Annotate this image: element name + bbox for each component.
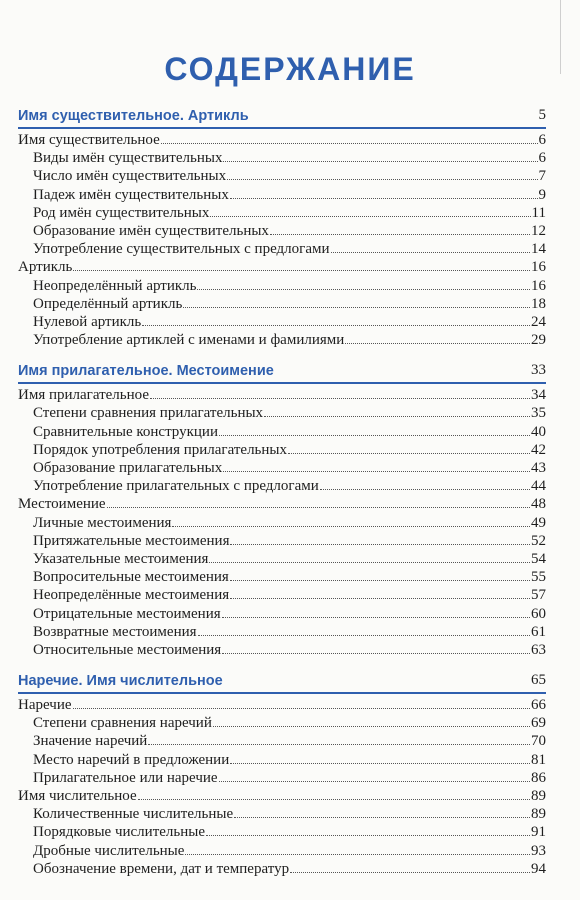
toc-subentry[interactable] [18, 751, 546, 769]
dot-leader [73, 258, 530, 271]
dot-leader [222, 605, 530, 618]
entry-label: Относительные местоимения [33, 641, 222, 658]
toc-entry[interactable] [18, 258, 546, 276]
toc-subentry[interactable] [18, 586, 546, 604]
dot-leader [345, 331, 530, 344]
entry-label: Степени сравнения прилагательных [33, 405, 264, 422]
dot-leader [270, 222, 530, 235]
entry-label: Имя прилагательное [18, 387, 150, 404]
section-heading[interactable] [18, 669, 546, 689]
section-page-number: 33 [531, 362, 546, 379]
entry-label: Значение наречий [33, 733, 148, 750]
entry-page-number: 91 [531, 824, 546, 841]
dot-leader [219, 423, 530, 436]
entry-label: Виды имён существительных [33, 150, 223, 167]
entry-label: Указательные местоимения [33, 550, 209, 567]
entry-label: Возвратные местоимения [33, 623, 197, 640]
toc-subentry[interactable] [18, 805, 546, 823]
toc-subentry[interactable] [18, 222, 546, 240]
dot-leader [223, 459, 530, 472]
toc-subentry[interactable] [18, 568, 546, 586]
entry-label: Неопределённые местоимения [33, 587, 230, 604]
section-heading-label: Имя существительное. Артикль [18, 108, 249, 124]
toc-subentry[interactable] [18, 423, 546, 441]
section-divider [18, 692, 546, 694]
entry-page-number: 40 [531, 423, 546, 440]
entry-label: Порядковые числительные [33, 824, 206, 841]
toc-subentry[interactable] [18, 404, 546, 422]
entry-page-number: 89 [531, 788, 546, 804]
toc-entry[interactable] [18, 787, 546, 805]
toc-subentry[interactable] [18, 295, 546, 313]
toc-subentry[interactable] [18, 477, 546, 495]
dot-leader [198, 623, 530, 636]
toc-section [18, 669, 546, 878]
entry-label: Место наречий в предложении [33, 751, 230, 768]
toc-subentry[interactable] [18, 204, 546, 222]
toc-section [18, 104, 546, 349]
dot-leader [161, 131, 538, 144]
entry-label: Употребление артиклей с именами и фамилиями [33, 332, 345, 349]
dot-leader [73, 696, 530, 709]
section-divider [18, 127, 546, 129]
toc-subentry[interactable] [18, 605, 546, 623]
section-page-number: 5 [538, 107, 546, 123]
entry-label: Нулевой артикль [33, 313, 142, 330]
entry-label: Местоимение [18, 496, 106, 513]
entry-label: Количественные числительные [33, 806, 234, 823]
entry-page-number: 54 [531, 550, 546, 567]
entry-page-number: 49 [531, 514, 546, 531]
dot-leader [230, 186, 538, 199]
toc-entry[interactable] [18, 131, 546, 149]
dot-leader [172, 514, 530, 527]
entry-page-number: 29 [531, 332, 546, 349]
entry-label: Обозначение времени, дат и температур [33, 860, 290, 877]
entry-label: Употребление существительных с предлогами [33, 241, 330, 258]
toc-subentry[interactable] [18, 186, 546, 204]
entry-page-number: 12 [531, 222, 546, 239]
section-page-number: 65 [531, 672, 546, 689]
entry-label: Притяжательные местоимения [33, 532, 230, 549]
toc-subentry[interactable] [18, 769, 546, 787]
entry-page-number: 52 [531, 532, 546, 549]
entry-page-number: 69 [531, 715, 546, 732]
entry-page-number: 43 [531, 460, 546, 476]
dot-leader [230, 751, 530, 764]
entry-page-number: 18 [531, 295, 546, 312]
toc-subentry[interactable] [18, 842, 546, 860]
dot-leader [210, 204, 530, 217]
toc-subentry[interactable] [18, 823, 546, 841]
section-heading[interactable] [18, 359, 546, 379]
entry-page-number: 16 [531, 259, 546, 276]
entry-label: Образование имён существительных [33, 222, 269, 239]
toc-subentry[interactable] [18, 441, 546, 459]
entry-page-number: 93 [531, 842, 546, 859]
toc-subentry[interactable] [18, 550, 546, 568]
dot-leader [234, 805, 530, 818]
entry-label: Род имён существительных [33, 204, 210, 221]
dot-leader [107, 495, 530, 508]
dot-leader [230, 568, 530, 581]
entry-label: Сравнительные конструкции [33, 423, 218, 440]
entry-label: Отрицательные местоимения [33, 605, 221, 622]
entry-label: Определённый артикль [33, 295, 183, 312]
dot-leader [148, 732, 530, 745]
dot-leader [223, 149, 537, 162]
entry-page-number: 55 [531, 569, 546, 586]
toc-subentry[interactable] [18, 732, 546, 750]
entry-label: Личные местоимения [33, 514, 172, 531]
entry-label: Неопределённый артикль [33, 277, 197, 294]
toc-entry[interactable] [18, 386, 546, 404]
dot-leader [331, 240, 531, 253]
table-of-contents [18, 104, 546, 888]
entry-page-number: 6 [538, 150, 546, 167]
entry-page-number: 42 [531, 441, 546, 458]
entry-page-number: 9 [538, 186, 546, 203]
page-title: СОДЕРЖАНИЕ [164, 51, 416, 88]
entry-page-number: 7 [538, 168, 546, 185]
toc-subentry[interactable] [18, 459, 546, 477]
entry-page-number: 24 [531, 313, 546, 330]
entry-label: Наречие [18, 697, 72, 714]
toc-subentry[interactable] [18, 167, 546, 185]
toc-entry[interactable] [18, 696, 546, 714]
dot-leader [138, 787, 530, 800]
toc-section [18, 359, 546, 659]
entry-page-number: 94 [531, 860, 546, 877]
entry-label: Имя числительное [18, 788, 137, 804]
entry-page-number: 61 [531, 623, 546, 640]
dot-leader [264, 404, 530, 417]
dot-leader [230, 586, 530, 599]
toc-subentry[interactable] [18, 149, 546, 167]
entry-page-number: 86 [531, 769, 546, 786]
entry-label: Прилагательное или наречие [33, 769, 218, 786]
entry-label: Порядок употребления прилагательных [33, 441, 287, 458]
entry-page-number: 48 [531, 496, 546, 513]
entry-label: Образование прилагательных [33, 460, 223, 476]
entry-page-number: 63 [531, 641, 546, 658]
entry-label: Артикль [18, 259, 73, 276]
entry-label: Степени сравнения наречий [33, 715, 212, 732]
entry-page-number: 14 [531, 241, 546, 258]
entry-page-number: 57 [531, 587, 546, 604]
entry-page-number: 34 [531, 387, 546, 404]
dot-leader [320, 477, 530, 490]
toc-entry[interactable] [18, 495, 546, 513]
entry-page-number: 11 [531, 204, 546, 221]
dot-leader [290, 860, 530, 873]
entry-label: Употребление прилагательных с предлогами [33, 478, 319, 495]
entry-page-number: 81 [531, 751, 546, 768]
toc-subentry[interactable] [18, 714, 546, 732]
entry-label: Падеж имён существительных [33, 186, 229, 203]
entry-page-number: 60 [531, 605, 546, 622]
dot-leader [219, 769, 530, 782]
dot-leader [142, 313, 530, 326]
entry-page-number: 16 [531, 277, 546, 294]
section-divider [18, 382, 546, 384]
toc-subentry[interactable] [18, 641, 546, 659]
dot-leader [288, 441, 530, 454]
entry-page-number: 6 [538, 132, 546, 148]
dot-leader [150, 386, 530, 399]
dot-leader [183, 295, 530, 308]
toc-subentry[interactable] [18, 514, 546, 532]
toc-subentry[interactable] [18, 623, 546, 641]
section-heading-label: Наречие. Имя числительное [18, 673, 223, 690]
section-heading[interactable] [18, 104, 546, 124]
dot-leader [197, 277, 530, 290]
entry-label: Дробные числительные [33, 842, 185, 859]
entry-label: Число имён существительных [33, 168, 227, 185]
toc-subentry[interactable] [18, 532, 546, 550]
entry-page-number: 66 [531, 697, 546, 714]
entry-label: Вопросительные местоимения [33, 569, 229, 586]
toc-subentry[interactable] [18, 331, 546, 349]
dot-leader [213, 714, 530, 727]
dot-leader [185, 842, 530, 855]
section-heading-label: Имя прилагательное. Местоимение [18, 363, 274, 380]
dot-leader [206, 823, 530, 836]
toc-subentry[interactable] [18, 240, 546, 258]
toc-subentry[interactable] [18, 313, 546, 331]
entry-page-number: 89 [531, 806, 546, 823]
toc-subentry[interactable] [18, 860, 546, 878]
dot-leader [230, 532, 530, 545]
entry-page-number: 70 [531, 733, 546, 750]
dot-leader [209, 550, 530, 563]
toc-subentry[interactable] [18, 277, 546, 295]
entry-page-number: 35 [531, 405, 546, 422]
dot-leader [222, 641, 530, 654]
entry-label: Имя существительное [18, 132, 160, 148]
entry-page-number: 44 [531, 478, 546, 495]
dot-leader [227, 167, 537, 180]
